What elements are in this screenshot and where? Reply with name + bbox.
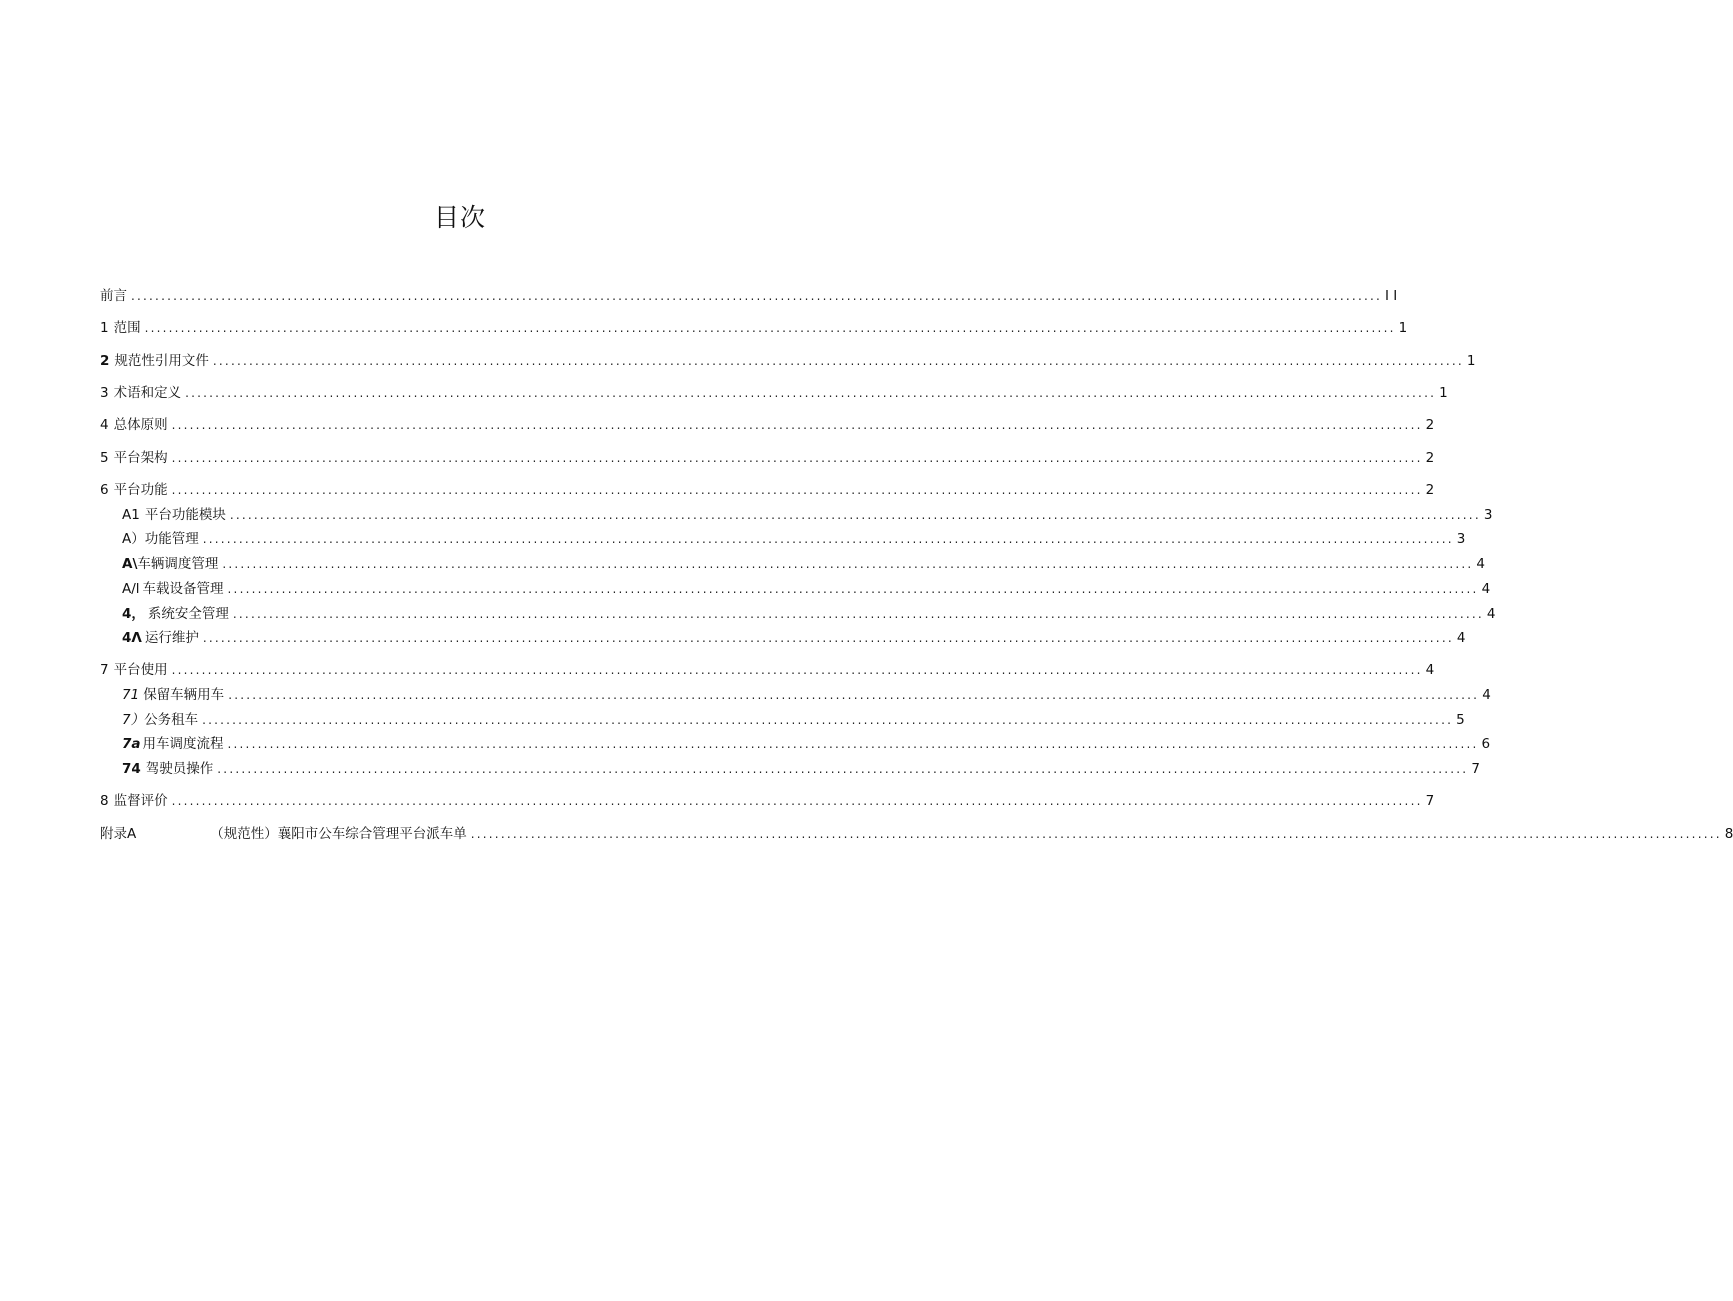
toc-leader-dots: ................................................................................................................................................................................................................ [171, 483, 1423, 497]
toc-entry-7-2[interactable] [122, 711, 1465, 729]
toc-entry-label: 平台使用 [113, 662, 168, 678]
toc-entry-label: 用车调度流程 [142, 736, 224, 752]
toc-entry-number: 7 [100, 662, 109, 678]
toc-entry-page: 4 [1456, 630, 1466, 646]
toc-entry-number: A/l [122, 581, 140, 597]
toc-leader-dots: ................................................................................................................................................................................................................ [212, 354, 1464, 368]
toc-entry-page: I I [1385, 288, 1398, 304]
toc-entry-page: 6 [1481, 736, 1491, 752]
toc-leader-dots: ................................................................................................................................................................................................................ [131, 289, 1383, 303]
toc-entry-label: 车辆调度管理 [137, 556, 219, 572]
toc-entry-7[interactable] [100, 661, 1435, 679]
toc-entry-label: 车载设备管理 [142, 581, 224, 597]
toc-entry-page: 4 [1476, 556, 1485, 572]
toc-entry-2[interactable] [100, 352, 1476, 370]
toc-leader-dots: ................................................................................................................................................................................................................ [171, 418, 1423, 432]
toc-entry-number: 4， [122, 606, 145, 622]
toc-leader-dots: ................................................................................................................................................................................................................ [171, 451, 1423, 465]
toc-entry-number: 3 [100, 385, 109, 401]
toc-entry-6-3[interactable] [122, 555, 1485, 573]
toc-entry-number: 8 [100, 793, 109, 809]
toc-entry-page: 7 [1425, 793, 1435, 809]
toc-entry-7-3[interactable] [122, 735, 1491, 753]
toc-entry-number: 4Λ [122, 630, 142, 646]
toc-leader-dots: ................................................................................................................................................................................................................ [171, 663, 1423, 677]
toc-entry-page: 1 [1466, 353, 1476, 369]
toc-entry-page: 1 [1398, 320, 1408, 336]
toc-entry-page: 4 [1425, 662, 1435, 678]
toc-entry-label: 总体原则 [113, 417, 168, 433]
toc-entry-page: 8 [1724, 826, 1733, 842]
toc-entry-label: 平台功能 [113, 482, 168, 498]
toc-leader-dots: ................................................................................................................................................................................................................ [202, 713, 1454, 727]
toc-entry-8[interactable] [100, 792, 1435, 810]
toc-leader-dots: ................................................................................................................................................................................................................ [228, 688, 1480, 702]
toc-entry-label: 保留车辆用车 [143, 687, 225, 703]
toc-leader-dots: ................................................................................................................................................................................................................ [202, 631, 1454, 645]
toc-entry-number: 附录A [100, 826, 137, 842]
toc-entry-page: 2 [1425, 482, 1435, 498]
toc-entry-page: 3 [1456, 531, 1466, 547]
toc-entry-number: 74 [122, 761, 141, 777]
toc-entry-1[interactable] [100, 319, 1408, 337]
toc-entry-label: 平台架构 [113, 450, 168, 466]
toc-entry-number: A\ [122, 556, 138, 572]
toc-entry-label: 系统安全管理 [147, 606, 229, 622]
toc-entry-7-4[interactable] [122, 760, 1480, 778]
toc-entry-label: 公务租车 [144, 712, 199, 728]
toc-entry-page: 2 [1425, 417, 1435, 433]
toc-entry-page: 1 [1439, 385, 1448, 401]
toc-entry-6-5[interactable] [122, 605, 1496, 623]
toc-entry-number: A1 [122, 507, 140, 523]
toc-entry-number: 7） [122, 712, 145, 728]
toc-entry-label: 规范性引用文件 [114, 353, 209, 369]
toc-entry-page: 7 [1471, 761, 1480, 777]
toc-leader-dots: ................................................................................................................................................................................................................ [227, 737, 1479, 751]
toc-entry-label: （规范性）襄阳市公车综合管理平台派车单 [210, 826, 467, 842]
toc-leader-dots: ................................................................................................................................................................................................................ [222, 557, 1474, 571]
toc-entry-6-2[interactable] [122, 530, 1466, 548]
toc-entry-label: 前言 [100, 288, 127, 304]
toc-entry-4[interactable] [100, 416, 1435, 434]
toc-entry-label: 监督评价 [113, 793, 168, 809]
toc-entry-number: 71 [122, 687, 140, 703]
toc-entry-page: 4 [1486, 606, 1496, 622]
toc-leader-dots: ................................................................................................................................................................................................................ [171, 794, 1423, 808]
toc-leader-dots: ................................................................................................................................................................................................................ [144, 321, 1396, 335]
toc-entry-number: 5 [100, 450, 109, 466]
toc-entry-3[interactable] [100, 384, 1448, 402]
toc-entry-6-4[interactable] [122, 580, 1491, 598]
toc-entry-preface[interactable] [100, 287, 1398, 305]
toc-entry-page: 3 [1483, 507, 1493, 523]
toc-entry-6-1[interactable] [122, 506, 1493, 524]
toc-leader-dots: ................................................................................................................................................................................................................ [470, 827, 1722, 841]
page-title: 目次 [433, 203, 486, 232]
toc-leader-dots: ................................................................................................................................................................................................................ [227, 582, 1479, 596]
toc-entry-page: 2 [1425, 450, 1435, 466]
toc-entry-label: 驾驶员操作 [145, 761, 214, 777]
toc-leader-dots: ................................................................................................................................................................................................................ [229, 508, 1481, 522]
toc-entry-label: 范围 [113, 320, 141, 336]
toc-leader-dots: ................................................................................................................................................................................................................ [217, 762, 1469, 776]
toc-entry-label: 术语和定义 [113, 385, 182, 401]
toc-entry-page: 4 [1481, 581, 1491, 597]
toc-entry-7-1[interactable] [122, 686, 1491, 704]
toc-entry-5[interactable] [100, 449, 1435, 467]
toc-entry-6-6[interactable] [122, 629, 1466, 647]
toc-entry-number: 1 [100, 320, 109, 336]
toc-entry-number: A） [122, 531, 145, 547]
toc-leader-dots: ................................................................................................................................................................................................................ [232, 607, 1484, 621]
toc-entry-label: 平台功能模块 [144, 507, 226, 523]
toc-entry-appendix-a[interactable] [100, 825, 1733, 843]
toc-entry-label: 运行维护 [144, 630, 199, 646]
toc-entry-page: 4 [1482, 687, 1491, 703]
toc-entry-label: 功能管理 [144, 531, 199, 547]
toc-entry-6[interactable] [100, 481, 1435, 499]
toc-entry-number: 4 [100, 417, 109, 433]
toc-entry-number: 2 [100, 353, 110, 369]
toc-entry-page: 5 [1456, 712, 1465, 728]
toc-entry-number: 7a [122, 736, 141, 752]
toc-leader-dots: ................................................................................................................................................................................................................ [185, 386, 1437, 400]
toc-leader-dots: ................................................................................................................................................................................................................ [202, 532, 1454, 546]
toc-entry-number: 6 [100, 482, 109, 498]
